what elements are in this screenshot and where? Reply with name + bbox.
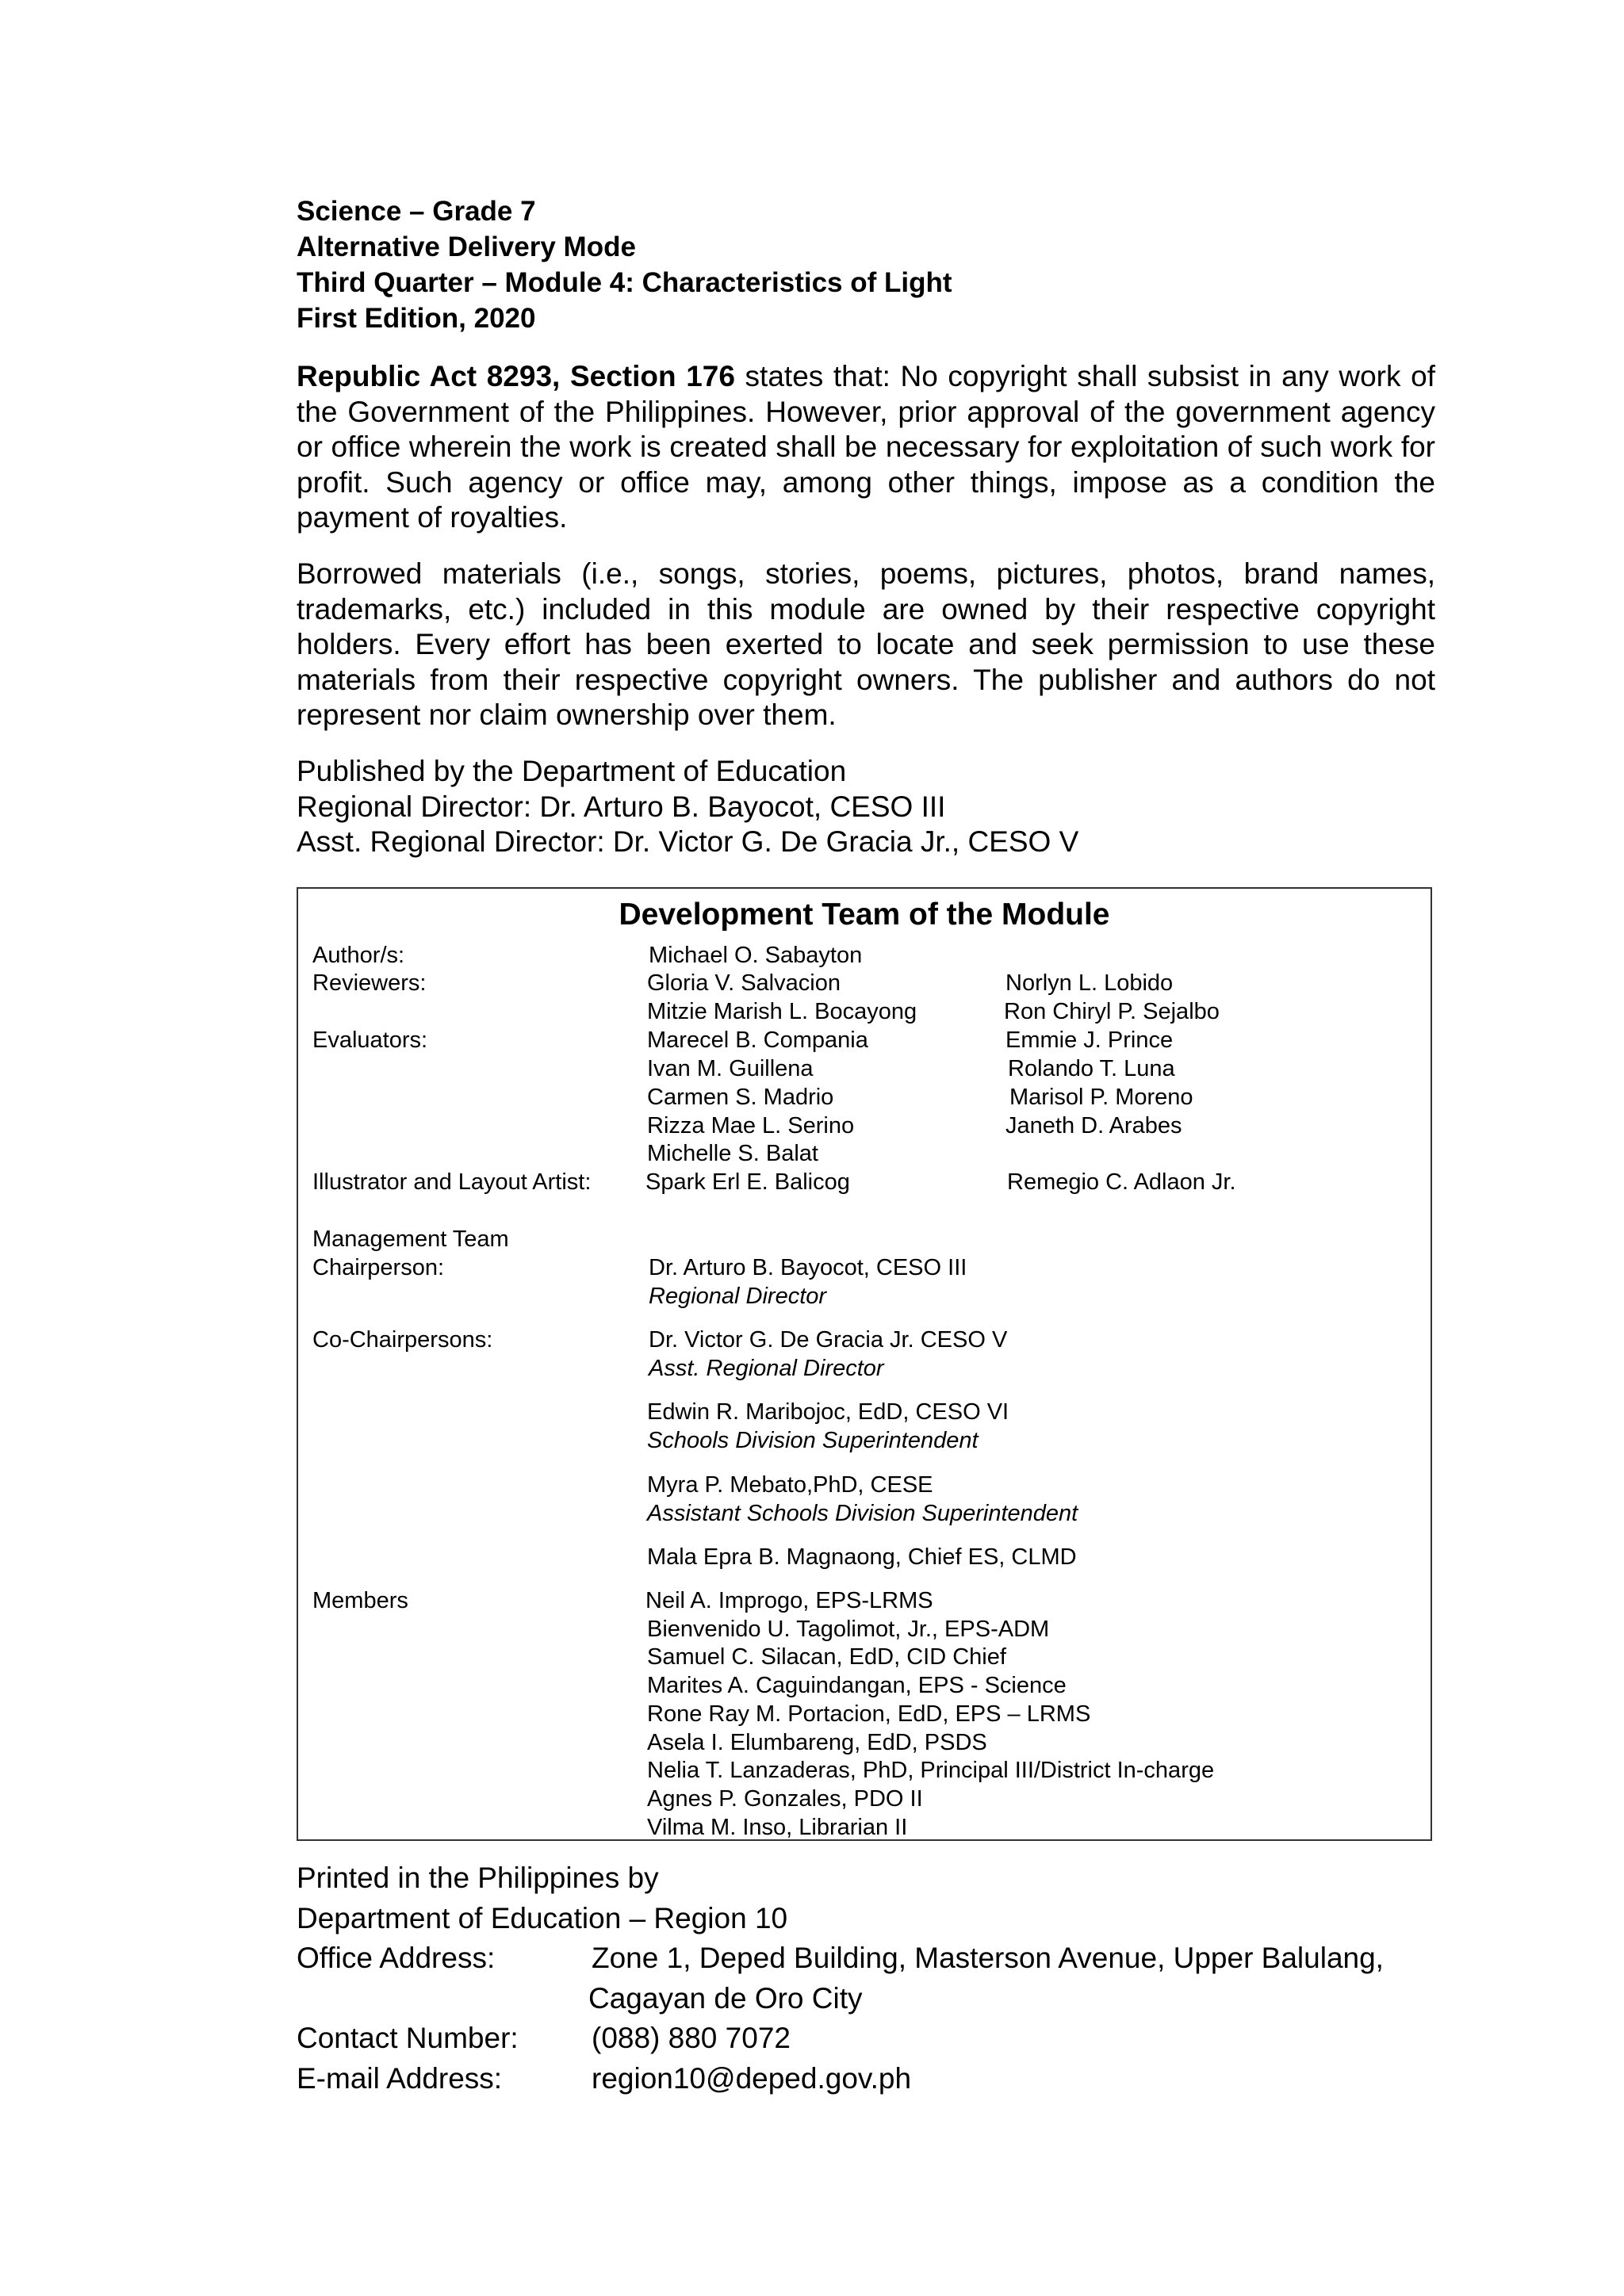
team-title: Development Team of the Module <box>619 897 1110 932</box>
evaluators-label: Evaluators: <box>312 1027 428 1053</box>
law-text: states that: No copyright shall subsist in any work of the Government of the Philippines. However, prior approval of the government agency or office wherein the work is created shall be necessary for exploitation of such work for profit. Such agency or office may, among other things, impose as a condition the payment of royalties. <box>297 360 1435 534</box>
department-region-text: Department of Education – Region 10 <box>297 1901 788 1934</box>
borrowed-materials-paragraph: Borrowed materials (i.e., songs, stories, poems, pictures, photos, brand names, trademarks, etc.) included in this module are owned by their respective copyright holders. Every effort has been exerted to locate and seek permission to use these materials from their respective copyright owners. The publisher and authors do not represent nor claim ownership over them. <box>297 557 1435 731</box>
chairperson-title: Regional Director <box>649 1284 827 1309</box>
management-team-label: Management Team <box>312 1226 509 1252</box>
cochair-name: Dr. Victor G. De Gracia Jr. CESO V <box>649 1327 1008 1353</box>
office-address-value: Zone 1, Deped Building, Masterson Avenue, Upper Balulang, <box>592 1942 1384 1974</box>
regional-director: Regional Director: Dr. Arturo B. Bayocot, CESO III <box>297 790 946 823</box>
illustrator-label: Illustrator and Layout Artist: <box>312 1169 592 1195</box>
evaluator-name: Michelle S. Balat <box>647 1141 818 1166</box>
cochair-title: Assistant Schools Division Superintendent <box>647 1501 1078 1526</box>
contact-number-label: Contact Number: <box>297 2022 519 2054</box>
member-name: Rone Ray M. Portacion, EdD, EPS – LRMS <box>647 1701 1091 1727</box>
cochair-title: Schools Division Superintendent <box>647 1428 979 1453</box>
chairperson-label: Chairperson: <box>312 1255 445 1280</box>
author-name: Michael O. Sabayton <box>649 943 863 968</box>
asst-regional-director: Asst. Regional Director: Dr. Victor G. De Gracia Jr., CESO V <box>297 825 1079 858</box>
module-title-line: Third Quarter – Module 4: Characteristics of Light <box>297 267 952 298</box>
copyright-paragraph <box>297 359 1435 536</box>
member-name: Agnes P. Gonzales, PDO II <box>647 1786 923 1812</box>
published-by: Published by the Department of Education <box>297 755 847 787</box>
subject-line: Science – Grade 7 <box>297 196 536 227</box>
member-name: Nelia T. Lanzaderas, PhD, Principal III/District In-charge <box>647 1758 1215 1783</box>
member-name: Marites A. Caguindangan, EPS - Science <box>647 1673 1067 1698</box>
evaluator-name: Marisol P. Moreno <box>1009 1085 1193 1110</box>
reviewer-name: Gloria V. Salvacion <box>647 970 841 996</box>
authors-label: Author/s: <box>312 943 405 968</box>
reviewer-name: Mitzie Marish L. Bocayong <box>647 999 917 1024</box>
cochair-title: Asst. Regional Director <box>649 1356 884 1381</box>
member-name: Bienvenido U. Tagolimot, Jr., EPS-ADM <box>647 1617 1050 1642</box>
evaluator-name: Emmie J. Prince <box>1005 1027 1174 1053</box>
member-name: Neil A. Improgo, EPS-LRMS <box>645 1588 933 1613</box>
cochair-name: Edwin R. Maribojoc, EdD, CESO VI <box>647 1399 1009 1425</box>
printed-by-text: Printed in the Philippines by <box>297 1862 659 1894</box>
office-address-label: Office Address: <box>297 1942 496 1974</box>
member-name: Samuel C. Silacan, EdD, CID Chief <box>647 1644 1006 1670</box>
chairperson-name: Dr. Arturo B. Bayocot, CESO III <box>649 1255 967 1280</box>
illustrator-name: Remegio C. Adlaon Jr. <box>1007 1169 1236 1195</box>
contact-number-value: (088) 880 7072 <box>592 2022 791 2054</box>
evaluator-name: Janeth D. Arabes <box>1005 1113 1182 1138</box>
cochair-label: Co-Chairpersons: <box>312 1327 493 1353</box>
edition-line: First Edition, 2020 <box>297 303 536 334</box>
published-block <box>297 754 1078 860</box>
evaluator-name: Rizza Mae L. Serino <box>647 1113 855 1138</box>
illustrator-name: Spark Erl E. Balicog <box>645 1169 850 1195</box>
members-label: Members <box>312 1588 408 1613</box>
reviewers-label: Reviewers: <box>312 970 427 996</box>
cochair-name: Myra P. Mebato,PhD, CESE <box>647 1472 933 1498</box>
cochair-name: Mala Epra B. Magnaong, Chief ES, CLMD <box>647 1544 1077 1570</box>
email-address-value: region10@deped.gov.ph <box>592 2061 912 2095</box>
law-reference: Republic Act 8293, Section 176 <box>297 360 735 392</box>
development-team-box <box>297 887 1432 1841</box>
office-address-city: Cagayan de Oro City <box>588 1981 863 2015</box>
evaluator-name: Carmen S. Madrio <box>647 1085 834 1110</box>
reviewer-name: Norlyn L. Lobido <box>1005 970 1174 996</box>
delivery-mode-line: Alternative Delivery Mode <box>297 232 636 262</box>
evaluator-name: Rolando T. Luna <box>1008 1056 1175 1081</box>
evaluator-name: Marecel B. Compania <box>647 1027 868 1053</box>
document-header <box>297 193 1438 336</box>
member-name: Vilma M. Inso, Librarian II <box>647 1815 908 1840</box>
email-address-label: E-mail Address: <box>297 2061 503 2095</box>
reviewer-name: Ron Chiryl P. Sejalbo <box>1004 999 1220 1024</box>
evaluator-name: Ivan M. Guillena <box>647 1056 814 1081</box>
member-name: Asela I. Elumbareng, EdD, PSDS <box>647 1730 987 1755</box>
